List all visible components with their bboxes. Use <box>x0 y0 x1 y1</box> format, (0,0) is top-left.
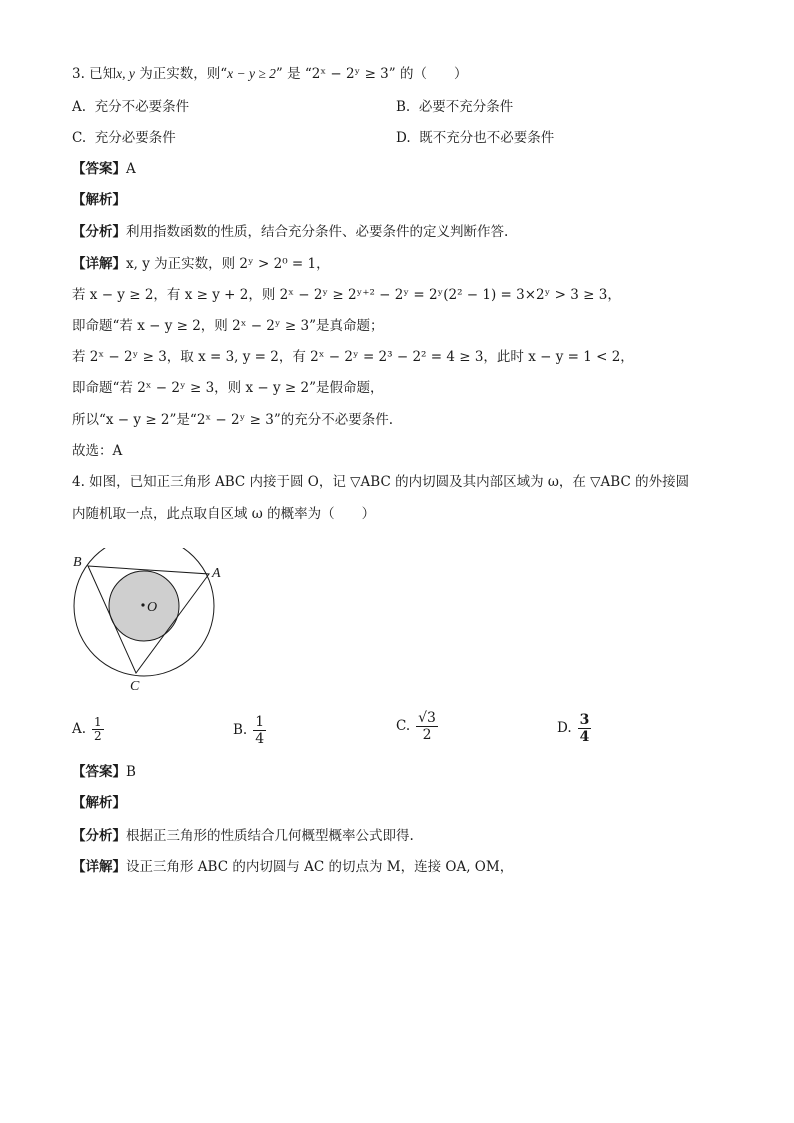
q4-stem-line-2: 内随机取一点，此点取自区域 ω 的概率为（ ） <box>72 506 376 522</box>
detail-tag: 【详解】 <box>72 859 126 875</box>
q4-figure <box>66 548 236 696</box>
label-b: B <box>73 555 82 570</box>
q3-detail-line-3: 即命题“若 x − y ≥ 2，则 2ˣ − 2ʸ ≥ 3”是真命题； <box>72 318 384 334</box>
q3-detail-line-5: 即命题“若 2ˣ − 2ʸ ≥ 3，则 x − y ≥ 2”是假命题， <box>72 380 384 396</box>
q3-option-a <box>72 97 189 117</box>
option-text: 既不充分也不必要条件 <box>419 130 555 146</box>
fenxi-text: 利用指数函数的性质，结合充分条件、必要条件的定义判断作答. <box>126 224 509 240</box>
q3-detail-line-4: 若 2ˣ − 2ʸ ≥ 3，取 x = 3, y = 2，有 2ˣ − 2ʸ = 2³ − 2² = 4 ≥ 3，此时 x − y = 1 < 2， <box>72 349 634 365</box>
q3-option-c <box>72 128 176 148</box>
q3-conclusion: 故选：A <box>72 443 123 459</box>
fraction: $\frac{1}{4}$ <box>255 714 265 747</box>
answer-tag: 【答案】 <box>72 161 126 177</box>
option-text: 充分必要条件 <box>94 130 176 146</box>
fraction: $\frac{1}{2}$ <box>94 715 102 743</box>
fenxi-tag: 【分析】 <box>72 224 126 240</box>
q3-cond2: 2ˣ − 2ʸ ≥ 3 <box>311 66 389 82</box>
center-dot <box>141 603 144 606</box>
answer-value: A <box>126 161 136 177</box>
q3-detail-line-6: 所以“x − y ≥ 2”是“2ˣ − 2ʸ ≥ 3”的充分不必要条件. <box>72 412 394 428</box>
q3-stem-prefix: 3. 已知 <box>72 66 117 82</box>
q3-option-b <box>396 97 513 117</box>
label-c: C <box>130 679 140 694</box>
q3-detail-line-2: 若 x − y ≥ 2，有 x ≥ y + 2，则 2ˣ − 2ʸ ≥ 2ʸ⁺² − 2ʸ = 2ʸ(2² − 1) = 3×2ʸ > 3 ≥ 3， <box>72 287 621 303</box>
fraction: $\frac{3}{4}$ <box>579 712 590 745</box>
q4-detail-line-1: 【详解】设正三角形 ABC 的内切圆与 AC 的切点为 M，连接 OA, OM， <box>72 859 514 875</box>
fenxi-text: 根据正三角形的性质结合几何概型概率公式即得. <box>126 828 414 844</box>
fenxi-tag: 【分析】 <box>72 828 126 844</box>
option-text: 必要不充分条件 <box>418 99 514 115</box>
option-key: A. <box>72 99 87 115</box>
q4-fenxi <box>72 826 414 846</box>
q4-stem-line-1: 4. 如图，已知正三角形 ABC 内接于圆 O，记 ▽ABC 的内切圆及其内部区域为 ω，在 ▽ABC 的外接圆 <box>72 474 690 490</box>
answer-value: B <box>126 764 136 780</box>
q4-option-b: B. $\frac{1}{4}$ <box>233 714 265 747</box>
option-key: C. <box>72 130 87 146</box>
q4-option-a: A. $\frac{1}{2}$ <box>72 715 102 743</box>
q3-answer <box>72 159 136 179</box>
q3-stem <box>72 64 467 84</box>
q4-option-d: D. $\frac{3}{4}$ <box>557 712 590 745</box>
answer-tag: 【答案】 <box>72 764 126 780</box>
q3-detail-line-1: 【详解】x, y 为正实数，则 2ʸ > 2⁰ = 1， <box>72 256 330 272</box>
label-o: O <box>147 600 158 615</box>
label-a: A <box>212 566 221 581</box>
q3-option-d <box>396 128 554 148</box>
q3-analysis-heading: 【解析】 <box>72 192 126 208</box>
option-key: D. <box>396 130 411 146</box>
q3-stem-mid2: ” 是 “ <box>275 66 312 82</box>
q4-analysis-heading: 【解析】 <box>72 795 126 811</box>
q3-fenxi <box>72 222 508 242</box>
q3-stem-mid: 为正实数，则“ <box>134 66 228 82</box>
q4-answer <box>72 762 136 782</box>
fraction: $\frac{√3}{2}$ <box>418 710 436 743</box>
detail-tag: 【详解】 <box>72 256 126 272</box>
q3-stem-vars: x, y <box>116 66 135 81</box>
option-text: 充分不必要条件 <box>94 99 190 115</box>
q4-option-c: C. $\frac{√3}{2}$ <box>396 710 436 743</box>
q3-cond1: x − y ≥ 2 <box>227 66 276 81</box>
q3-stem-suffix: ” 的（ ） <box>388 66 468 82</box>
option-key: B. <box>396 99 411 115</box>
